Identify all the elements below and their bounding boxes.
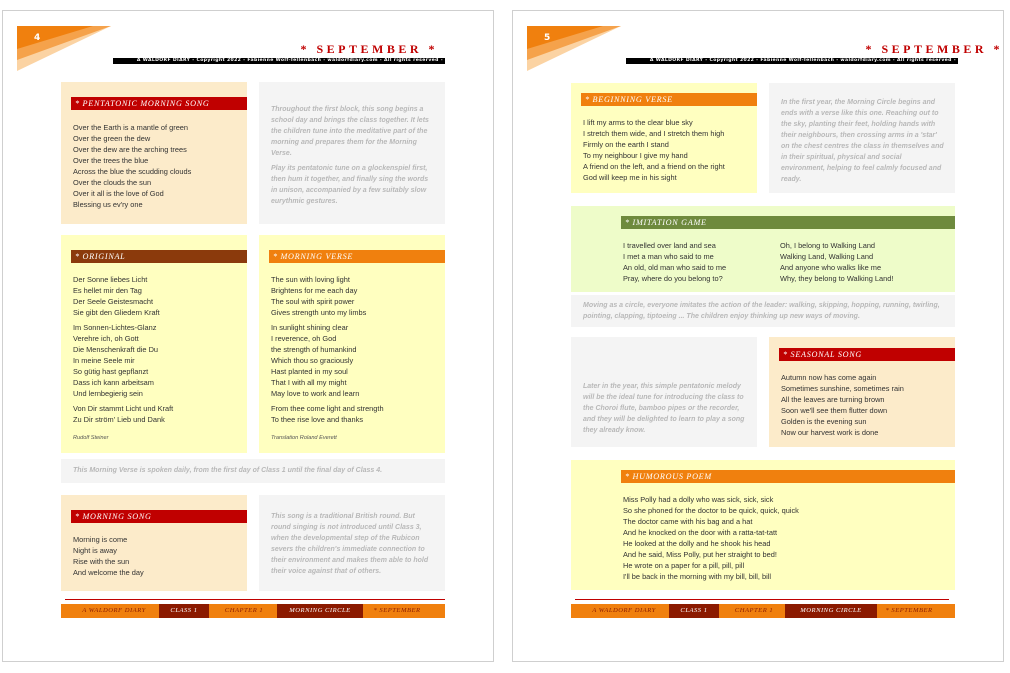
morning-verse-header: * MORNING VERSE [269, 250, 445, 263]
original-header: * ORIGINAL [71, 250, 247, 263]
original-lyrics: Der Sonne liebes Licht Es hellet mir den Tag Der Seele Geistesmacht Sie gibt den Gliedern Kraft Im Sonnen-Lichtes-Glanz Verehre ich, oh Gott Die Menschenkraft die Du In meine Seele mir So gütig hast gepflanzt Dass ich kann arbeitsam Und lernbegierig sein Von Dir stammt Licht und Kraft Zu Dir ström' Lieb und Dank [73, 275, 174, 424]
footer-class: CLASS 1 [669, 604, 719, 618]
page-number: 5 [544, 33, 551, 43]
left-page [2, 10, 494, 662]
footer-chapter: CHAPTER 1 [224, 607, 264, 614]
footer-diary: A WALDORF DIARY [592, 607, 656, 614]
month-title: * SEPTEMBER * [865, 42, 1003, 56]
beginning-note: In the first year, the Morning Circle begins and ends with a verse like this one. Reaching out to the sky, planting their feet, holding hands with their neighbours, then crossing arms in a 'star' on the chest centres the class in themselves and in their spiritual, physical and social environment, helping to feel calmly focused and ready. [781, 99, 944, 183]
pentatonic-song-lyrics: Over the Earth is a mantle of green Over the green the dew Over the dew are the arching trees Over the trees the blue Across the blue the scudding clouds Over the clouds the sun Over it all is the love of God Blessing us ev'ry one [73, 123, 192, 209]
morning-song-note: This song is a traditional British round. But round singing is not introduced until Class 3, when the developmental step of the Rubicon severs the children's immediate connection to their environment and makes them able to hold their voice against that of others. [271, 513, 429, 575]
footer-month: * SEPTEMBER [885, 607, 933, 614]
imitation-game-lyrics-1: I travelled over land and sea I met a man who said to me An old, old man who said to me Pray, where do you belong to? [623, 241, 727, 283]
seasonal-song-lyrics: Autumn now has come again Sometimes sunshine, sometimes rain All the leaves are turning brown Soon we'll see them flutter down Golden is the evening sun Now our harvest work is done [781, 373, 904, 437]
verse-signature: Translation Roland Everett [271, 435, 337, 441]
month-title: * SEPTEMBER * [300, 42, 438, 56]
seasonal-song-header: * SEASONAL SONG [779, 348, 955, 361]
imitation-note: Moving as a circle, everyone imitates the action of the leader: walking, skipping, hopping, running, twirling, pointing, clapping, tiptoeing ... The children enjoy thinking up new ways of moving. [583, 302, 940, 320]
copyright-bar: A WALDORF DIARY - Copyright 2022 - Fabienne Wolf-Tellenbach - waldorfdiary.com - All rights reserved - [626, 58, 958, 64]
right-page [512, 10, 1004, 662]
pentatonic-note: Throughout the first block, this song begins a school day and brings the class together. It lets the children tune into the meditative part of the morning and prepares them for the Morning Verse. Play its pentatonic tune on a glockenspiel first, then hum it together, and finally sing the words in unison, accompanied by a few suitably slow eurythmic gestures. [271, 106, 429, 205]
humorous-poem-header: * HUMOROUS POEM [621, 470, 955, 483]
footer-chapter: CHAPTER 1 [734, 607, 774, 614]
humorous-poem-lyrics: Miss Polly had a dolly who was sick, sick, sick So she phoned for the doctor to be quick, quick, quick The doctor came with his bag and a hat And he knocked on the door with a ratta-tat-tatt He looked at the dolly and he shook his head And he said, Miss Polly, put her straight to bed! He wrote on a paper for a pill, pill, pill I'll be back in the morning with my bill, bill, bill [623, 495, 799, 581]
beginning-verse-lyrics: I lift my arms to the clear blue sky I stretch them wide, and I stretch them high Firmly on the earth I stand To my neighbour I give my hand A friend on the left, and a friend on the right God will keep me in his sight [583, 118, 725, 182]
seasonal-note: Later in the year, this simple pentatonic melody will be the ideal tune for introducing the class to the Choroi flute, bamboo pipes or the recorder, and they will be delighted to learn to play a song they already know. [583, 383, 745, 434]
page-number: 4 [34, 33, 41, 43]
pentatonic-song-header: * PENTATONIC MORNING SONG [71, 97, 247, 110]
morning-song-header: * MORNING SONG [71, 510, 247, 523]
original-signature: Rudolf Steiner [73, 435, 109, 441]
morning-song-lyrics: Morning is come Night is away Rise with the sun And welcome the day [73, 535, 144, 577]
footer-month: * SEPTEMBER [373, 607, 421, 614]
corner-decoration [3, 11, 113, 71]
footer-bar [571, 604, 955, 618]
copyright-bar: A WALDORF DIARY - Copyright 2022 - Fabienne Wolf-Tellenbach - waldorfdiary.com - All rights reserved - [113, 58, 445, 64]
corner-decoration [513, 11, 623, 71]
footer-bar [61, 604, 445, 618]
footer-rule [575, 599, 949, 600]
footer-section: MORNING CIRCLE [785, 604, 877, 618]
footer-rule [65, 599, 445, 600]
footer-diary: A WALDORF DIARY [82, 607, 146, 614]
footer-section: MORNING CIRCLE [277, 604, 363, 618]
footer-class: CLASS 1 [159, 604, 209, 618]
beginning-verse-header: * BEGINNING VERSE [581, 93, 757, 106]
imitation-game-header: * IMITATION GAME [621, 216, 955, 229]
verse-note: This Morning Verse is spoken daily, from the first day of Class 1 until the final day of Class 4. [73, 467, 383, 474]
morning-verse-lyrics: The sun with loving light Brightens for me each day The soul with spirit power Gives strength unto my limbs In sunlight shining clear I reverence, oh God the strength of humankind Which thou so graciously Hast planted in my soul That I with all my might May love to work and learn From thee come light and strength To thee rise love and thanks [271, 275, 384, 424]
imitation-game-lyrics-2: Oh, I belong to Walking Land Walking Land, Walking Land And anyone who walks like me Why, they belong to Walking Land! [780, 241, 894, 283]
